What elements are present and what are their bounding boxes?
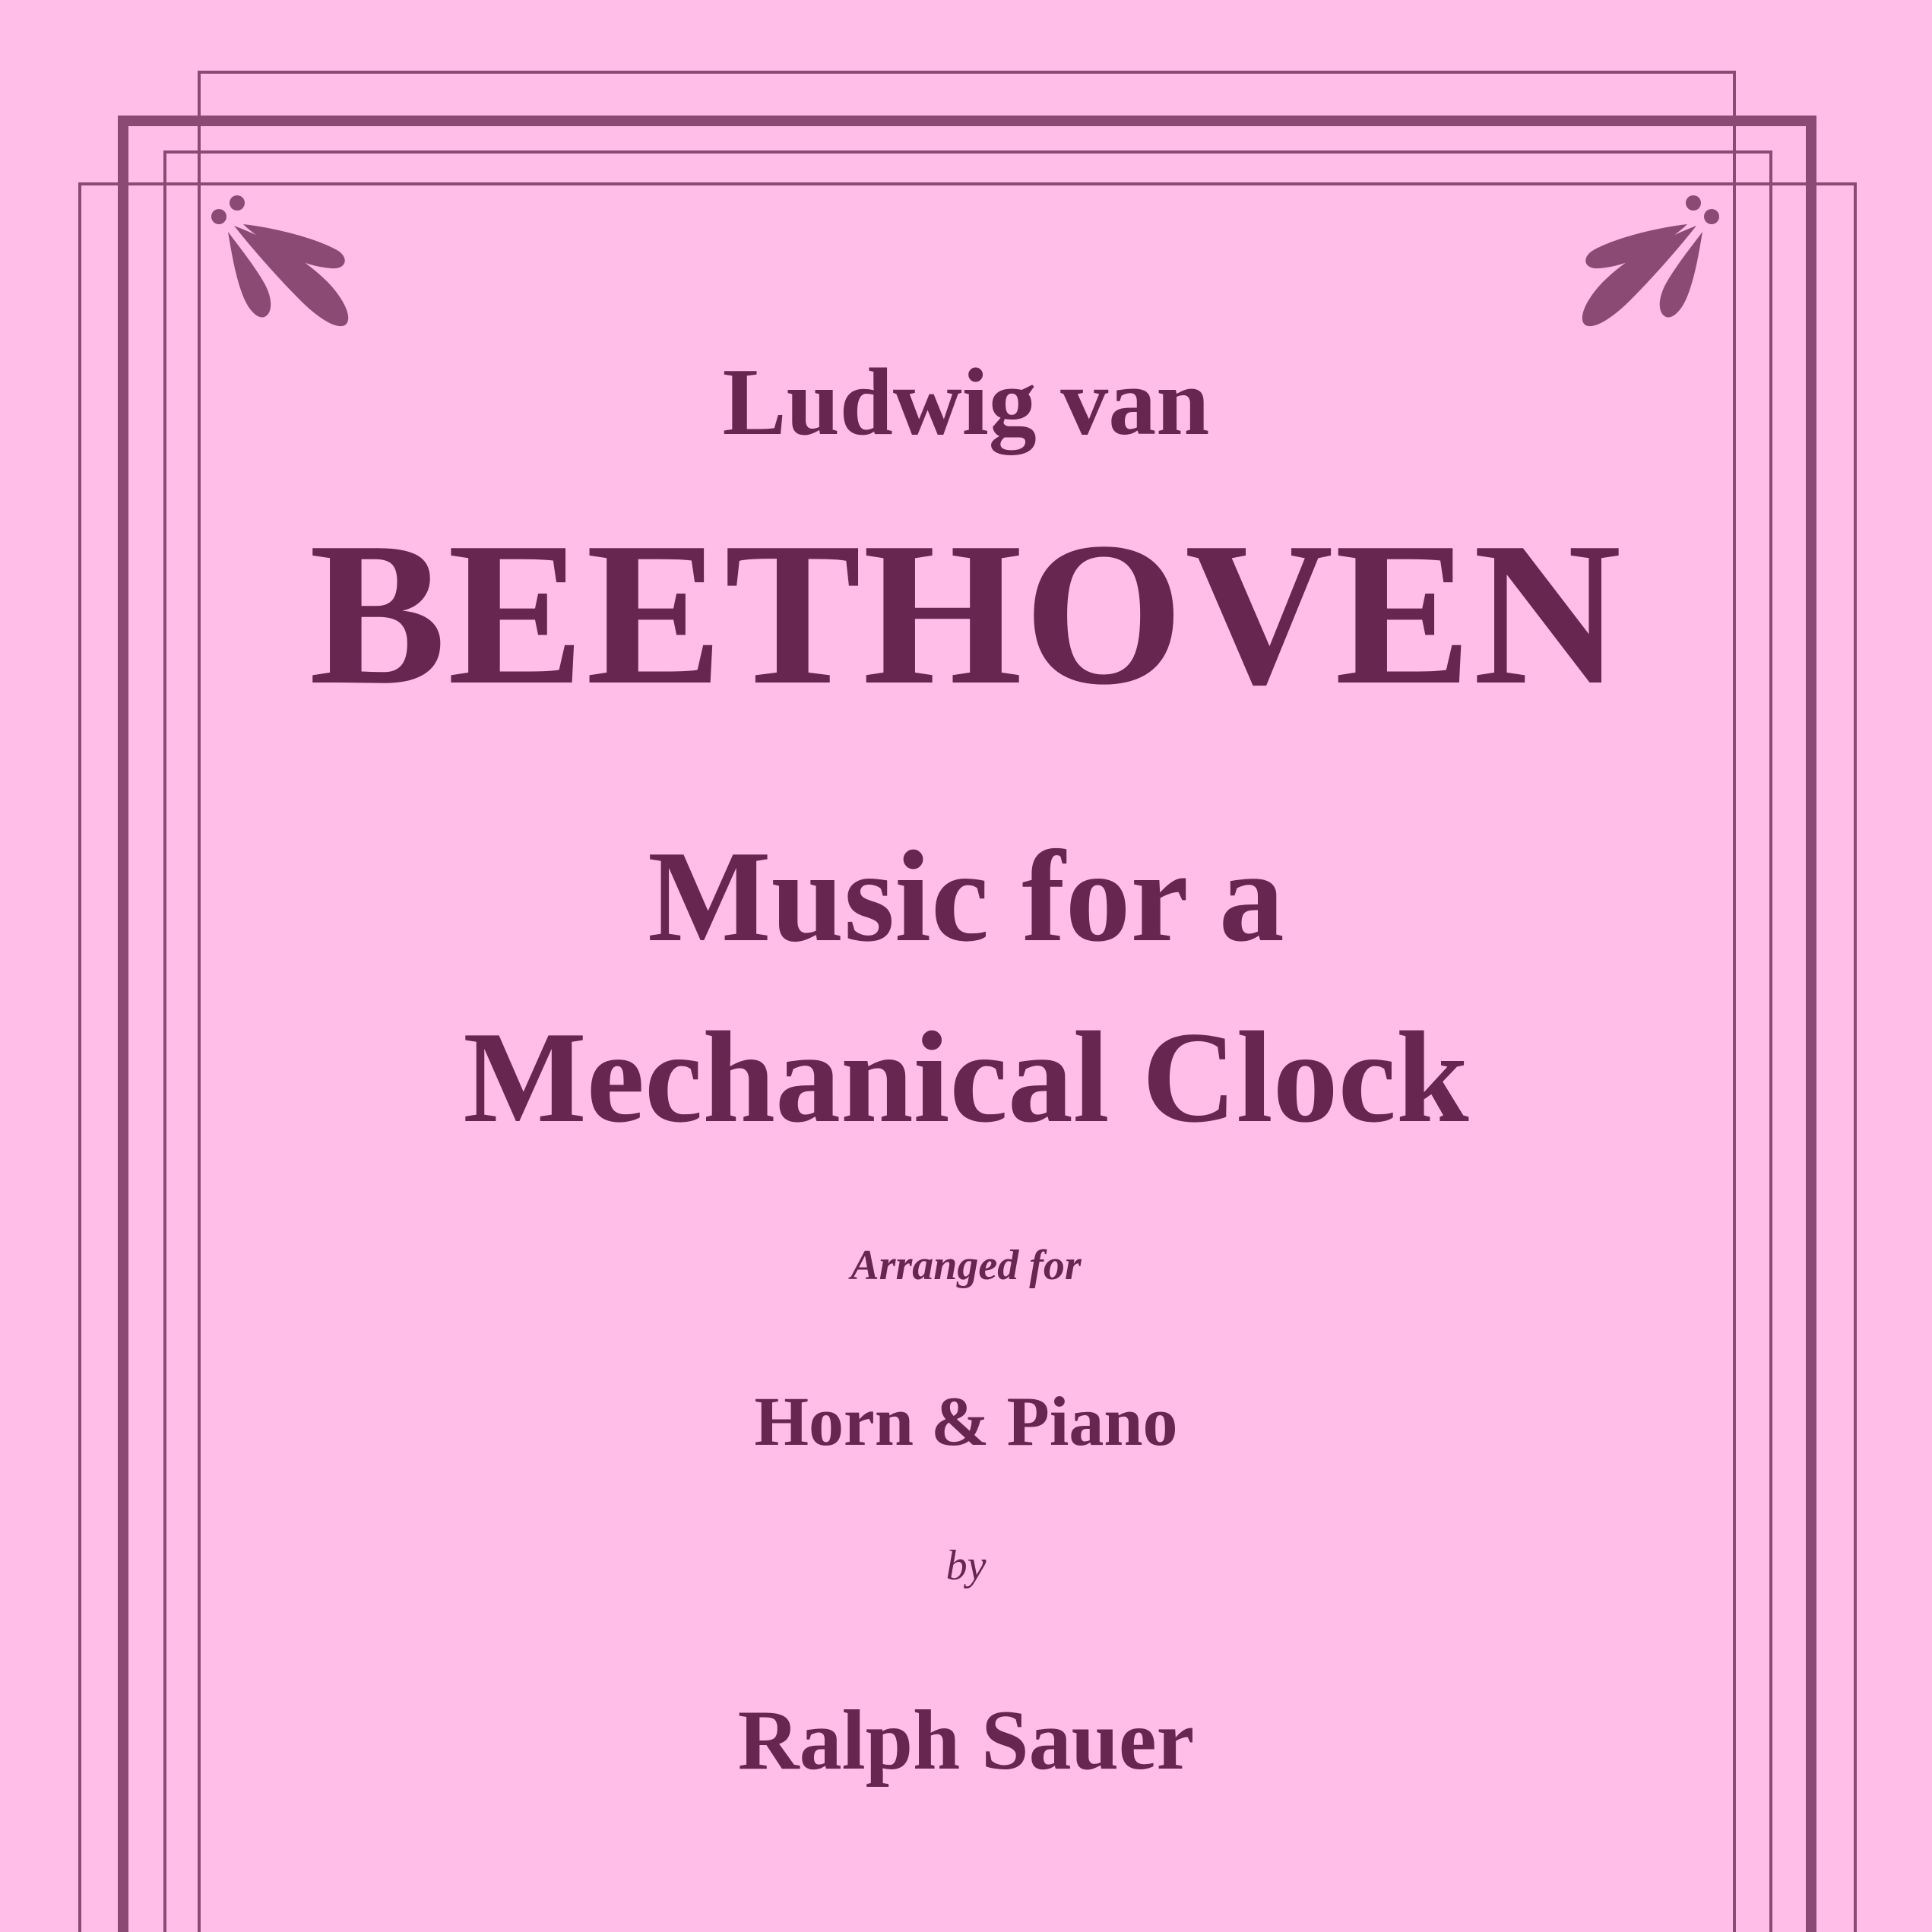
composer-last-name: BEETHOVEN: [309, 500, 1623, 727]
composer-first-name: Ludwig van: [722, 350, 1210, 455]
title-line-1: Music for a: [648, 825, 1284, 969]
leaf-ornament-icon: [205, 194, 357, 338]
leaf-ornament-icon: [1573, 194, 1725, 338]
title-line-2: Mechanical Clock: [463, 1006, 1469, 1150]
instrumentation: Horn & Piano: [754, 1382, 1178, 1460]
arranged-for-label: Arranged for: [850, 1242, 1082, 1289]
arranger-name: Ralph Sauer: [737, 1693, 1195, 1788]
by-label: by: [945, 1542, 987, 1589]
